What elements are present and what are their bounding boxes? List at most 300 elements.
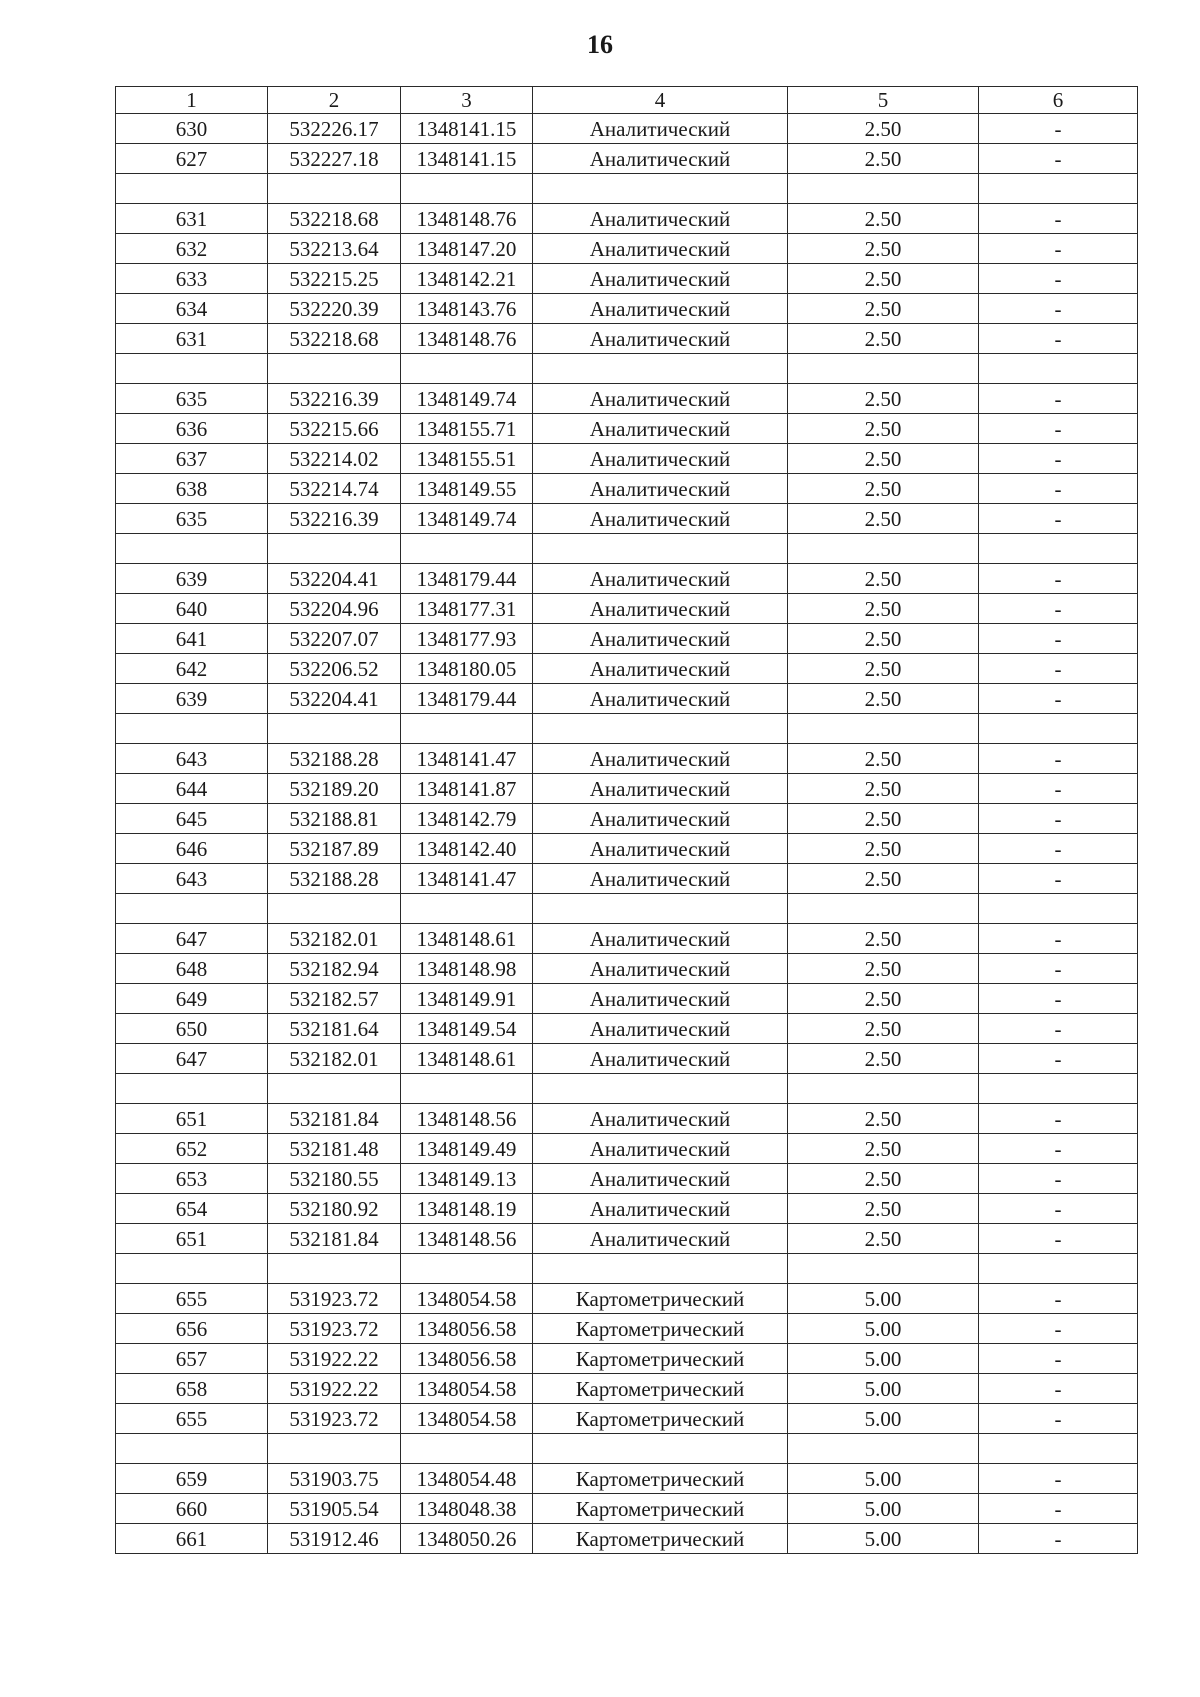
- column-header: 3: [401, 87, 533, 114]
- table-cell: 532227.18: [268, 144, 401, 174]
- table-row: [116, 1284, 1138, 1314]
- table-cell: [979, 1434, 1138, 1464]
- table-cell: 1348054.48: [401, 1464, 533, 1494]
- table-cell: Аналитический: [533, 744, 788, 774]
- table-cell: [979, 534, 1138, 564]
- table-cell: Аналитический: [533, 954, 788, 984]
- table-cell: Аналитический: [533, 1194, 788, 1224]
- table-cell: 2.50: [788, 1194, 979, 1224]
- table-cell: Аналитический: [533, 1134, 788, 1164]
- table-cell: 2.50: [788, 384, 979, 414]
- table-cell: 639: [116, 684, 268, 714]
- table-cell: Аналитический: [533, 864, 788, 894]
- table-cell: 532204.41: [268, 564, 401, 594]
- table-cell: 1348148.76: [401, 324, 533, 354]
- table-row: [116, 384, 1138, 414]
- table-cell: 1348148.61: [401, 924, 533, 954]
- table-cell: -: [979, 654, 1138, 684]
- table-cell: 643: [116, 864, 268, 894]
- table-cell: Аналитический: [533, 264, 788, 294]
- table-cell: 532226.17: [268, 114, 401, 144]
- table-cell: Аналитический: [533, 594, 788, 624]
- table-cell: -: [979, 294, 1138, 324]
- table-cell: 2.50: [788, 1224, 979, 1254]
- table-cell: [788, 714, 979, 744]
- table-row: [116, 1134, 1138, 1164]
- table-cell: 638: [116, 474, 268, 504]
- table-row: [116, 1344, 1138, 1374]
- table-cell: -: [979, 324, 1138, 354]
- table-cell: 532204.96: [268, 594, 401, 624]
- table-cell: 648: [116, 954, 268, 984]
- table-cell: 631: [116, 324, 268, 354]
- table-cell: 1348141.15: [401, 114, 533, 144]
- table-cell: [401, 714, 533, 744]
- table-cell: -: [979, 234, 1138, 264]
- table-cell: [533, 1434, 788, 1464]
- table-cell: 627: [116, 144, 268, 174]
- table-cell: Аналитический: [533, 474, 788, 504]
- table-cell: [268, 894, 401, 924]
- table-cell: 2.50: [788, 654, 979, 684]
- table-cell: -: [979, 564, 1138, 594]
- table-cell: 532181.64: [268, 1014, 401, 1044]
- table-cell: 2.50: [788, 1014, 979, 1044]
- table-cell: -: [979, 804, 1138, 834]
- table-row: [116, 1194, 1138, 1224]
- table-cell: [116, 1434, 268, 1464]
- table-cell: [401, 354, 533, 384]
- table-cell: 532187.89: [268, 834, 401, 864]
- table-row: [116, 1494, 1138, 1524]
- table-row: [116, 1074, 1138, 1104]
- table-cell: [788, 894, 979, 924]
- table-cell: [533, 174, 788, 204]
- table-row: [116, 1524, 1138, 1554]
- table-cell: 1348148.98: [401, 954, 533, 984]
- table-cell: 1348149.91: [401, 984, 533, 1014]
- table-cell: [979, 174, 1138, 204]
- table-cell: -: [979, 1014, 1138, 1044]
- table-cell: [533, 354, 788, 384]
- table-cell: 5.00: [788, 1314, 979, 1344]
- table-cell: -: [979, 744, 1138, 774]
- table-cell: 651: [116, 1224, 268, 1254]
- table-cell: [268, 714, 401, 744]
- table-cell: -: [979, 924, 1138, 954]
- table-cell: [533, 894, 788, 924]
- table-cell: 1348142.79: [401, 804, 533, 834]
- table-row: [116, 294, 1138, 324]
- table-cell: 642: [116, 654, 268, 684]
- table-cell: 646: [116, 834, 268, 864]
- table-cell: 2.50: [788, 564, 979, 594]
- table-cell: 1348149.74: [401, 384, 533, 414]
- table-row: [116, 474, 1138, 504]
- table-cell: 2.50: [788, 444, 979, 474]
- table-cell: 5.00: [788, 1284, 979, 1314]
- table-cell: 1348141.47: [401, 864, 533, 894]
- table-cell: 1348149.54: [401, 1014, 533, 1044]
- table-cell: Картометрический: [533, 1314, 788, 1344]
- table-cell: [401, 1434, 533, 1464]
- table-row: [116, 924, 1138, 954]
- table-cell: 1348149.74: [401, 504, 533, 534]
- table-cell: 532188.28: [268, 744, 401, 774]
- table-cell: -: [979, 1464, 1138, 1494]
- table-cell: 532180.55: [268, 1164, 401, 1194]
- table-cell: [401, 534, 533, 564]
- table-cell: 532204.41: [268, 684, 401, 714]
- table-cell: 635: [116, 504, 268, 534]
- table-cell: 653: [116, 1164, 268, 1194]
- table-cell: 1348148.19: [401, 1194, 533, 1224]
- table-row: [116, 1254, 1138, 1284]
- table-cell: 647: [116, 1044, 268, 1074]
- table-cell: 1348141.15: [401, 144, 533, 174]
- table-cell: 531903.75: [268, 1464, 401, 1494]
- table-cell: 5.00: [788, 1404, 979, 1434]
- table-cell: 532189.20: [268, 774, 401, 804]
- table-cell: 532218.68: [268, 324, 401, 354]
- table-cell: 2.50: [788, 414, 979, 444]
- table-row: [116, 414, 1138, 444]
- table-cell: Аналитический: [533, 984, 788, 1014]
- table-row: [116, 714, 1138, 744]
- table-cell: 1348177.93: [401, 624, 533, 654]
- table-cell: 631: [116, 204, 268, 234]
- table-row: [116, 1464, 1138, 1494]
- table-cell: 532182.01: [268, 924, 401, 954]
- table-cell: Аналитический: [533, 654, 788, 684]
- table-cell: 643: [116, 744, 268, 774]
- table-cell: [268, 1254, 401, 1284]
- table-cell: 2.50: [788, 204, 979, 234]
- table-cell: Аналитический: [533, 324, 788, 354]
- table-cell: 531923.72: [268, 1284, 401, 1314]
- table-cell: 636: [116, 414, 268, 444]
- table-cell: -: [979, 474, 1138, 504]
- table-cell: 655: [116, 1404, 268, 1434]
- table-cell: 1348177.31: [401, 594, 533, 624]
- table-cell: 654: [116, 1194, 268, 1224]
- table-cell: 531912.46: [268, 1524, 401, 1554]
- table-cell: Аналитический: [533, 144, 788, 174]
- table-row: [116, 594, 1138, 624]
- table-cell: -: [979, 114, 1138, 144]
- table-cell: [979, 714, 1138, 744]
- table-cell: 532214.02: [268, 444, 401, 474]
- table-cell: 532220.39: [268, 294, 401, 324]
- table-cell: 2.50: [788, 234, 979, 264]
- table-cell: 2.50: [788, 504, 979, 534]
- table-cell: [788, 1074, 979, 1104]
- table-cell: 531905.54: [268, 1494, 401, 1524]
- table-cell: -: [979, 624, 1138, 654]
- table-cell: 2.50: [788, 474, 979, 504]
- table-cell: -: [979, 1134, 1138, 1164]
- table-cell: [268, 174, 401, 204]
- table-cell: -: [979, 1164, 1138, 1194]
- table-cell: Аналитический: [533, 1014, 788, 1044]
- table-row: [116, 1404, 1138, 1434]
- table-cell: 532182.94: [268, 954, 401, 984]
- column-header: 5: [788, 87, 979, 114]
- table-cell: 5.00: [788, 1344, 979, 1374]
- table-cell: 532206.52: [268, 654, 401, 684]
- table-cell: 660: [116, 1494, 268, 1524]
- table-cell: -: [979, 1104, 1138, 1134]
- table-cell: 532181.84: [268, 1224, 401, 1254]
- table-cell: 2.50: [788, 684, 979, 714]
- table-cell: 661: [116, 1524, 268, 1554]
- table-cell: Аналитический: [533, 684, 788, 714]
- table-cell: 1348149.13: [401, 1164, 533, 1194]
- table-cell: 531923.72: [268, 1314, 401, 1344]
- table-cell: -: [979, 594, 1138, 624]
- table-cell: 645: [116, 804, 268, 834]
- table-cell: 1348155.51: [401, 444, 533, 474]
- table-cell: 1348142.21: [401, 264, 533, 294]
- table-cell: 1348149.55: [401, 474, 533, 504]
- table-cell: [533, 534, 788, 564]
- table-row: [116, 1014, 1138, 1044]
- table-cell: [116, 714, 268, 744]
- table-cell: [268, 354, 401, 384]
- table-row: [116, 204, 1138, 234]
- table-cell: 532216.39: [268, 384, 401, 414]
- table-row: [116, 804, 1138, 834]
- table-cell: 5.00: [788, 1524, 979, 1554]
- table-cell: 2.50: [788, 324, 979, 354]
- table-cell: -: [979, 1314, 1138, 1344]
- table-cell: -: [979, 444, 1138, 474]
- table-cell: 641: [116, 624, 268, 654]
- table-cell: Картометрический: [533, 1494, 788, 1524]
- table-row: [116, 654, 1138, 684]
- table-cell: 635: [116, 384, 268, 414]
- table-cell: Картометрический: [533, 1374, 788, 1404]
- table-row: [116, 1164, 1138, 1194]
- table-cell: Аналитический: [533, 1104, 788, 1134]
- table-cell: 2.50: [788, 954, 979, 984]
- table-cell: Картометрический: [533, 1284, 788, 1314]
- table-cell: 1348179.44: [401, 564, 533, 594]
- table-cell: 532181.84: [268, 1104, 401, 1134]
- table-cell: [116, 174, 268, 204]
- table-cell: 2.50: [788, 744, 979, 774]
- table-cell: Аналитический: [533, 1164, 788, 1194]
- table-cell: 531922.22: [268, 1374, 401, 1404]
- table-cell: 2.50: [788, 624, 979, 654]
- page-number: 16: [587, 30, 613, 59]
- table-cell: 640: [116, 594, 268, 624]
- table-cell: 5.00: [788, 1464, 979, 1494]
- table-cell: 2.50: [788, 1134, 979, 1164]
- table-cell: 2.50: [788, 294, 979, 324]
- table-cell: Аналитический: [533, 924, 788, 954]
- table-cell: 1348148.56: [401, 1104, 533, 1134]
- table-cell: -: [979, 144, 1138, 174]
- table-cell: 532188.28: [268, 864, 401, 894]
- table-cell: 5.00: [788, 1374, 979, 1404]
- table-row: [116, 564, 1138, 594]
- column-header: 2: [268, 87, 401, 114]
- table-row: [116, 264, 1138, 294]
- table-row: [116, 834, 1138, 864]
- table-cell: 2.50: [788, 774, 979, 804]
- table-cell: 2.50: [788, 1044, 979, 1074]
- table-row: [116, 1314, 1138, 1344]
- table-cell: 644: [116, 774, 268, 804]
- table-cell: 1348179.44: [401, 684, 533, 714]
- table-cell: [268, 534, 401, 564]
- table-cell: 1348155.71: [401, 414, 533, 444]
- table-cell: Аналитический: [533, 774, 788, 804]
- table-cell: 657: [116, 1344, 268, 1374]
- table-cell: 633: [116, 264, 268, 294]
- table-row: [116, 864, 1138, 894]
- table-cell: -: [979, 864, 1138, 894]
- table-cell: 1348148.56: [401, 1224, 533, 1254]
- table-cell: -: [979, 954, 1138, 984]
- table-cell: 1348141.87: [401, 774, 533, 804]
- table-cell: Аналитический: [533, 414, 788, 444]
- table-body: [116, 87, 1138, 1554]
- column-header: 4: [533, 87, 788, 114]
- table-row: [116, 1104, 1138, 1134]
- table-row: [116, 1374, 1138, 1404]
- table-cell: [116, 894, 268, 924]
- table-cell: [788, 1254, 979, 1284]
- table-cell: 2.50: [788, 114, 979, 144]
- column-header: 6: [979, 87, 1138, 114]
- table-row: [116, 984, 1138, 1014]
- table-cell: 656: [116, 1314, 268, 1344]
- table-cell: -: [979, 384, 1138, 414]
- table-cell: Аналитический: [533, 834, 788, 864]
- table-cell: Аналитический: [533, 564, 788, 594]
- table-cell: 655: [116, 1284, 268, 1314]
- table-row: [116, 354, 1138, 384]
- table-row: [116, 954, 1138, 984]
- table-cell: 531922.22: [268, 1344, 401, 1374]
- table-cell: [268, 1434, 401, 1464]
- table-cell: -: [979, 204, 1138, 234]
- table-cell: 531923.72: [268, 1404, 401, 1434]
- table-cell: Картометрический: [533, 1344, 788, 1374]
- table-cell: -: [979, 684, 1138, 714]
- table-cell: -: [979, 1194, 1138, 1224]
- table-cell: Аналитический: [533, 1044, 788, 1074]
- table-cell: 1348054.58: [401, 1404, 533, 1434]
- table-cell: [979, 1074, 1138, 1104]
- table-cell: 2.50: [788, 594, 979, 624]
- table-row: [116, 894, 1138, 924]
- table-cell: Аналитический: [533, 234, 788, 264]
- table-cell: 1348180.05: [401, 654, 533, 684]
- table-cell: Аналитический: [533, 294, 788, 324]
- table-cell: [116, 1074, 268, 1104]
- table-cell: 1348141.47: [401, 744, 533, 774]
- table-cell: Аналитический: [533, 204, 788, 234]
- table-row: [116, 324, 1138, 354]
- table-cell: -: [979, 1044, 1138, 1074]
- table-cell: Картометрический: [533, 1404, 788, 1434]
- table-cell: [979, 354, 1138, 384]
- column-header: 1: [116, 87, 268, 114]
- table-cell: 2.50: [788, 864, 979, 894]
- table-row: [116, 1044, 1138, 1074]
- table-cell: Картометрический: [533, 1464, 788, 1494]
- table-cell: 1348056.58: [401, 1344, 533, 1374]
- table-cell: [268, 1074, 401, 1104]
- table-cell: 1348148.76: [401, 204, 533, 234]
- table-cell: 1348056.58: [401, 1314, 533, 1344]
- table-cell: 647: [116, 924, 268, 954]
- table-cell: 532213.64: [268, 234, 401, 264]
- table-row: [116, 444, 1138, 474]
- table-cell: [116, 1254, 268, 1284]
- table-row: [116, 234, 1138, 264]
- table-cell: 2.50: [788, 264, 979, 294]
- table-cell: 1348147.20: [401, 234, 533, 264]
- table-cell: Аналитический: [533, 444, 788, 474]
- table-cell: 532207.07: [268, 624, 401, 654]
- table-cell: 532181.48: [268, 1134, 401, 1164]
- table-row: [116, 504, 1138, 534]
- table-cell: 532216.39: [268, 504, 401, 534]
- table-cell: 1348054.58: [401, 1284, 533, 1314]
- table-cell: Картометрический: [533, 1524, 788, 1554]
- table-cell: [788, 174, 979, 204]
- table-cell: 1348148.61: [401, 1044, 533, 1074]
- table-cell: 2.50: [788, 924, 979, 954]
- table-cell: 532214.74: [268, 474, 401, 504]
- table-cell: [401, 1254, 533, 1284]
- table-cell: [401, 894, 533, 924]
- table-row: [116, 744, 1138, 774]
- table-row: [116, 684, 1138, 714]
- table-cell: 632: [116, 234, 268, 264]
- table-cell: [979, 1254, 1138, 1284]
- table-cell: 652: [116, 1134, 268, 1164]
- table-cell: 532215.66: [268, 414, 401, 444]
- table-cell: 2.50: [788, 1164, 979, 1194]
- table-cell: Аналитический: [533, 624, 788, 654]
- table-cell: Аналитический: [533, 804, 788, 834]
- table-cell: [116, 354, 268, 384]
- table-cell: [533, 714, 788, 744]
- table-cell: 2.50: [788, 984, 979, 1014]
- table-cell: 2.50: [788, 834, 979, 864]
- table-cell: 532182.57: [268, 984, 401, 1014]
- table-cell: 532182.01: [268, 1044, 401, 1074]
- table-cell: Аналитический: [533, 504, 788, 534]
- table-cell: -: [979, 264, 1138, 294]
- table-cell: 639: [116, 564, 268, 594]
- table-cell: -: [979, 1374, 1138, 1404]
- table-cell: 1348054.58: [401, 1374, 533, 1404]
- table-cell: -: [979, 414, 1138, 444]
- table-row: [116, 144, 1138, 174]
- table-cell: 2.50: [788, 144, 979, 174]
- table-cell: -: [979, 1284, 1138, 1314]
- table-row: [116, 624, 1138, 654]
- table-cell: 659: [116, 1464, 268, 1494]
- table-row: [116, 774, 1138, 804]
- table-cell: -: [979, 1344, 1138, 1374]
